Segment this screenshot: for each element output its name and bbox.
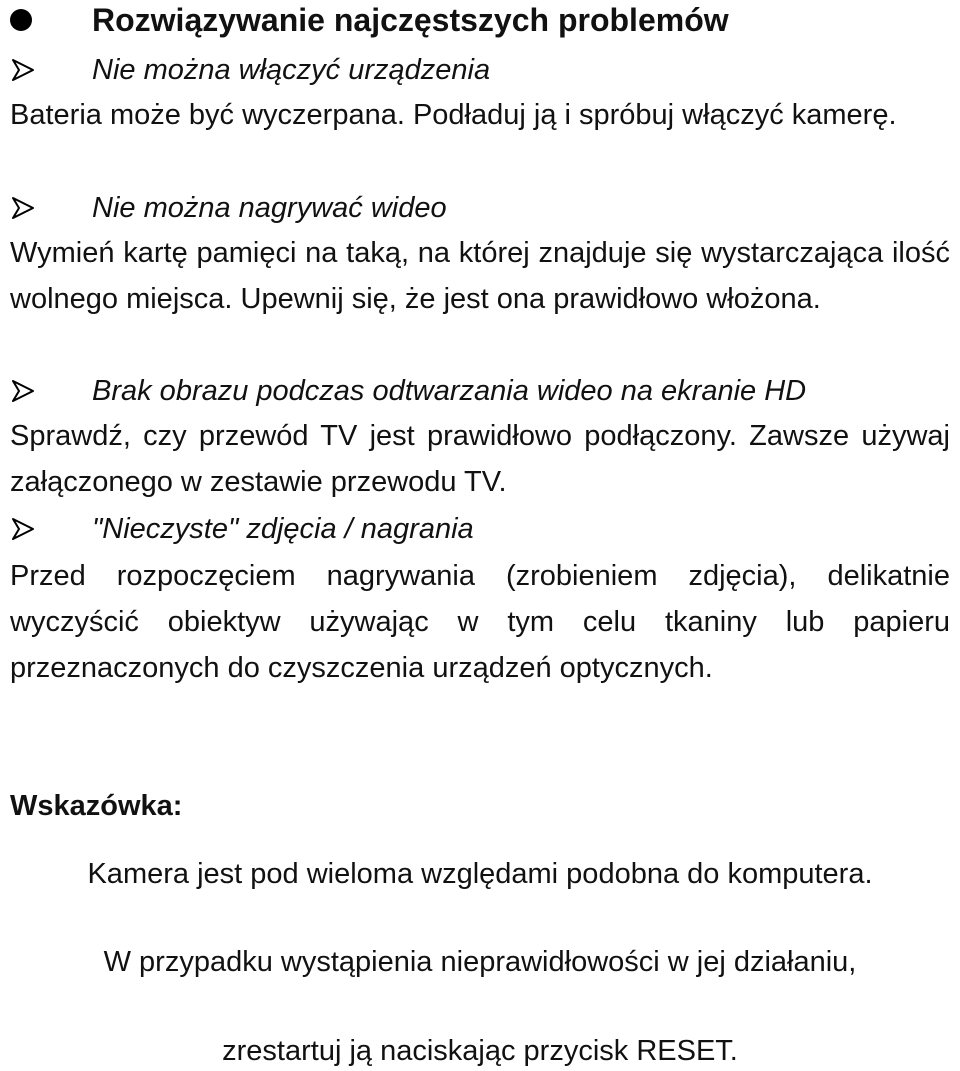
title-row bbox=[10, 0, 950, 40]
section-heading-4 bbox=[10, 507, 950, 551]
tip-line-3: zrestartuj ją naciskając przycisk RESET. bbox=[222, 1035, 738, 1067]
page-title: Rozwiązywanie najczęstszych problemów bbox=[92, 2, 729, 38]
section-body-2: Wymień kartę pamięci na taką, na której znajduje się wystarczająca ilość wolnego miejsca. Upewnij się, że jest ona prawidłowo włożona. bbox=[10, 237, 950, 315]
section-heading-text: Nie można nagrywać wideo bbox=[92, 191, 447, 224]
section-heading-3 bbox=[10, 369, 950, 413]
arrowhead-bullet-icon bbox=[10, 516, 36, 542]
tip-title: Wskazówka: bbox=[10, 790, 183, 822]
arrowhead-bullet-icon bbox=[10, 378, 36, 404]
arrowhead-bullet-icon bbox=[10, 195, 36, 221]
tip-line-2: W przypadku wystąpienia nieprawidłowości w jej działaniu, bbox=[103, 946, 857, 978]
section-body-1: Bateria może być wyczerpana. Podładuj ją i spróbuj włączyć kamerę. bbox=[10, 99, 897, 131]
filled-circle-bullet-icon bbox=[10, 9, 32, 31]
section-body-4: Przed rozpoczęciem nagrywania (zrobieniem zdjęcia), delikatnie wyczyścić obiektyw używając w tym celu tkaniny lub papieru przeznaczonych do czyszczenia urządzeń optycznych. bbox=[10, 560, 950, 684]
section-heading-text: Brak obrazu podczas odtwarzania wideo na ekranie HD bbox=[92, 374, 807, 407]
section-heading-text: "Nieczyste" zdjęcia / nagrania bbox=[92, 512, 474, 545]
section-heading-1 bbox=[10, 48, 950, 92]
tip-line-1: Kamera jest pod wieloma względami podobna do komputera. bbox=[87, 858, 873, 890]
section-heading-2 bbox=[10, 186, 950, 230]
arrowhead-bullet-icon bbox=[10, 57, 36, 83]
section-body-3: Sprawdź, czy przewód TV jest prawidłowo podłączony. Zawsze używaj załączonego w zestawie przewodu TV. bbox=[10, 420, 950, 498]
section-heading-text: Nie można włączyć urządzenia bbox=[92, 53, 491, 86]
